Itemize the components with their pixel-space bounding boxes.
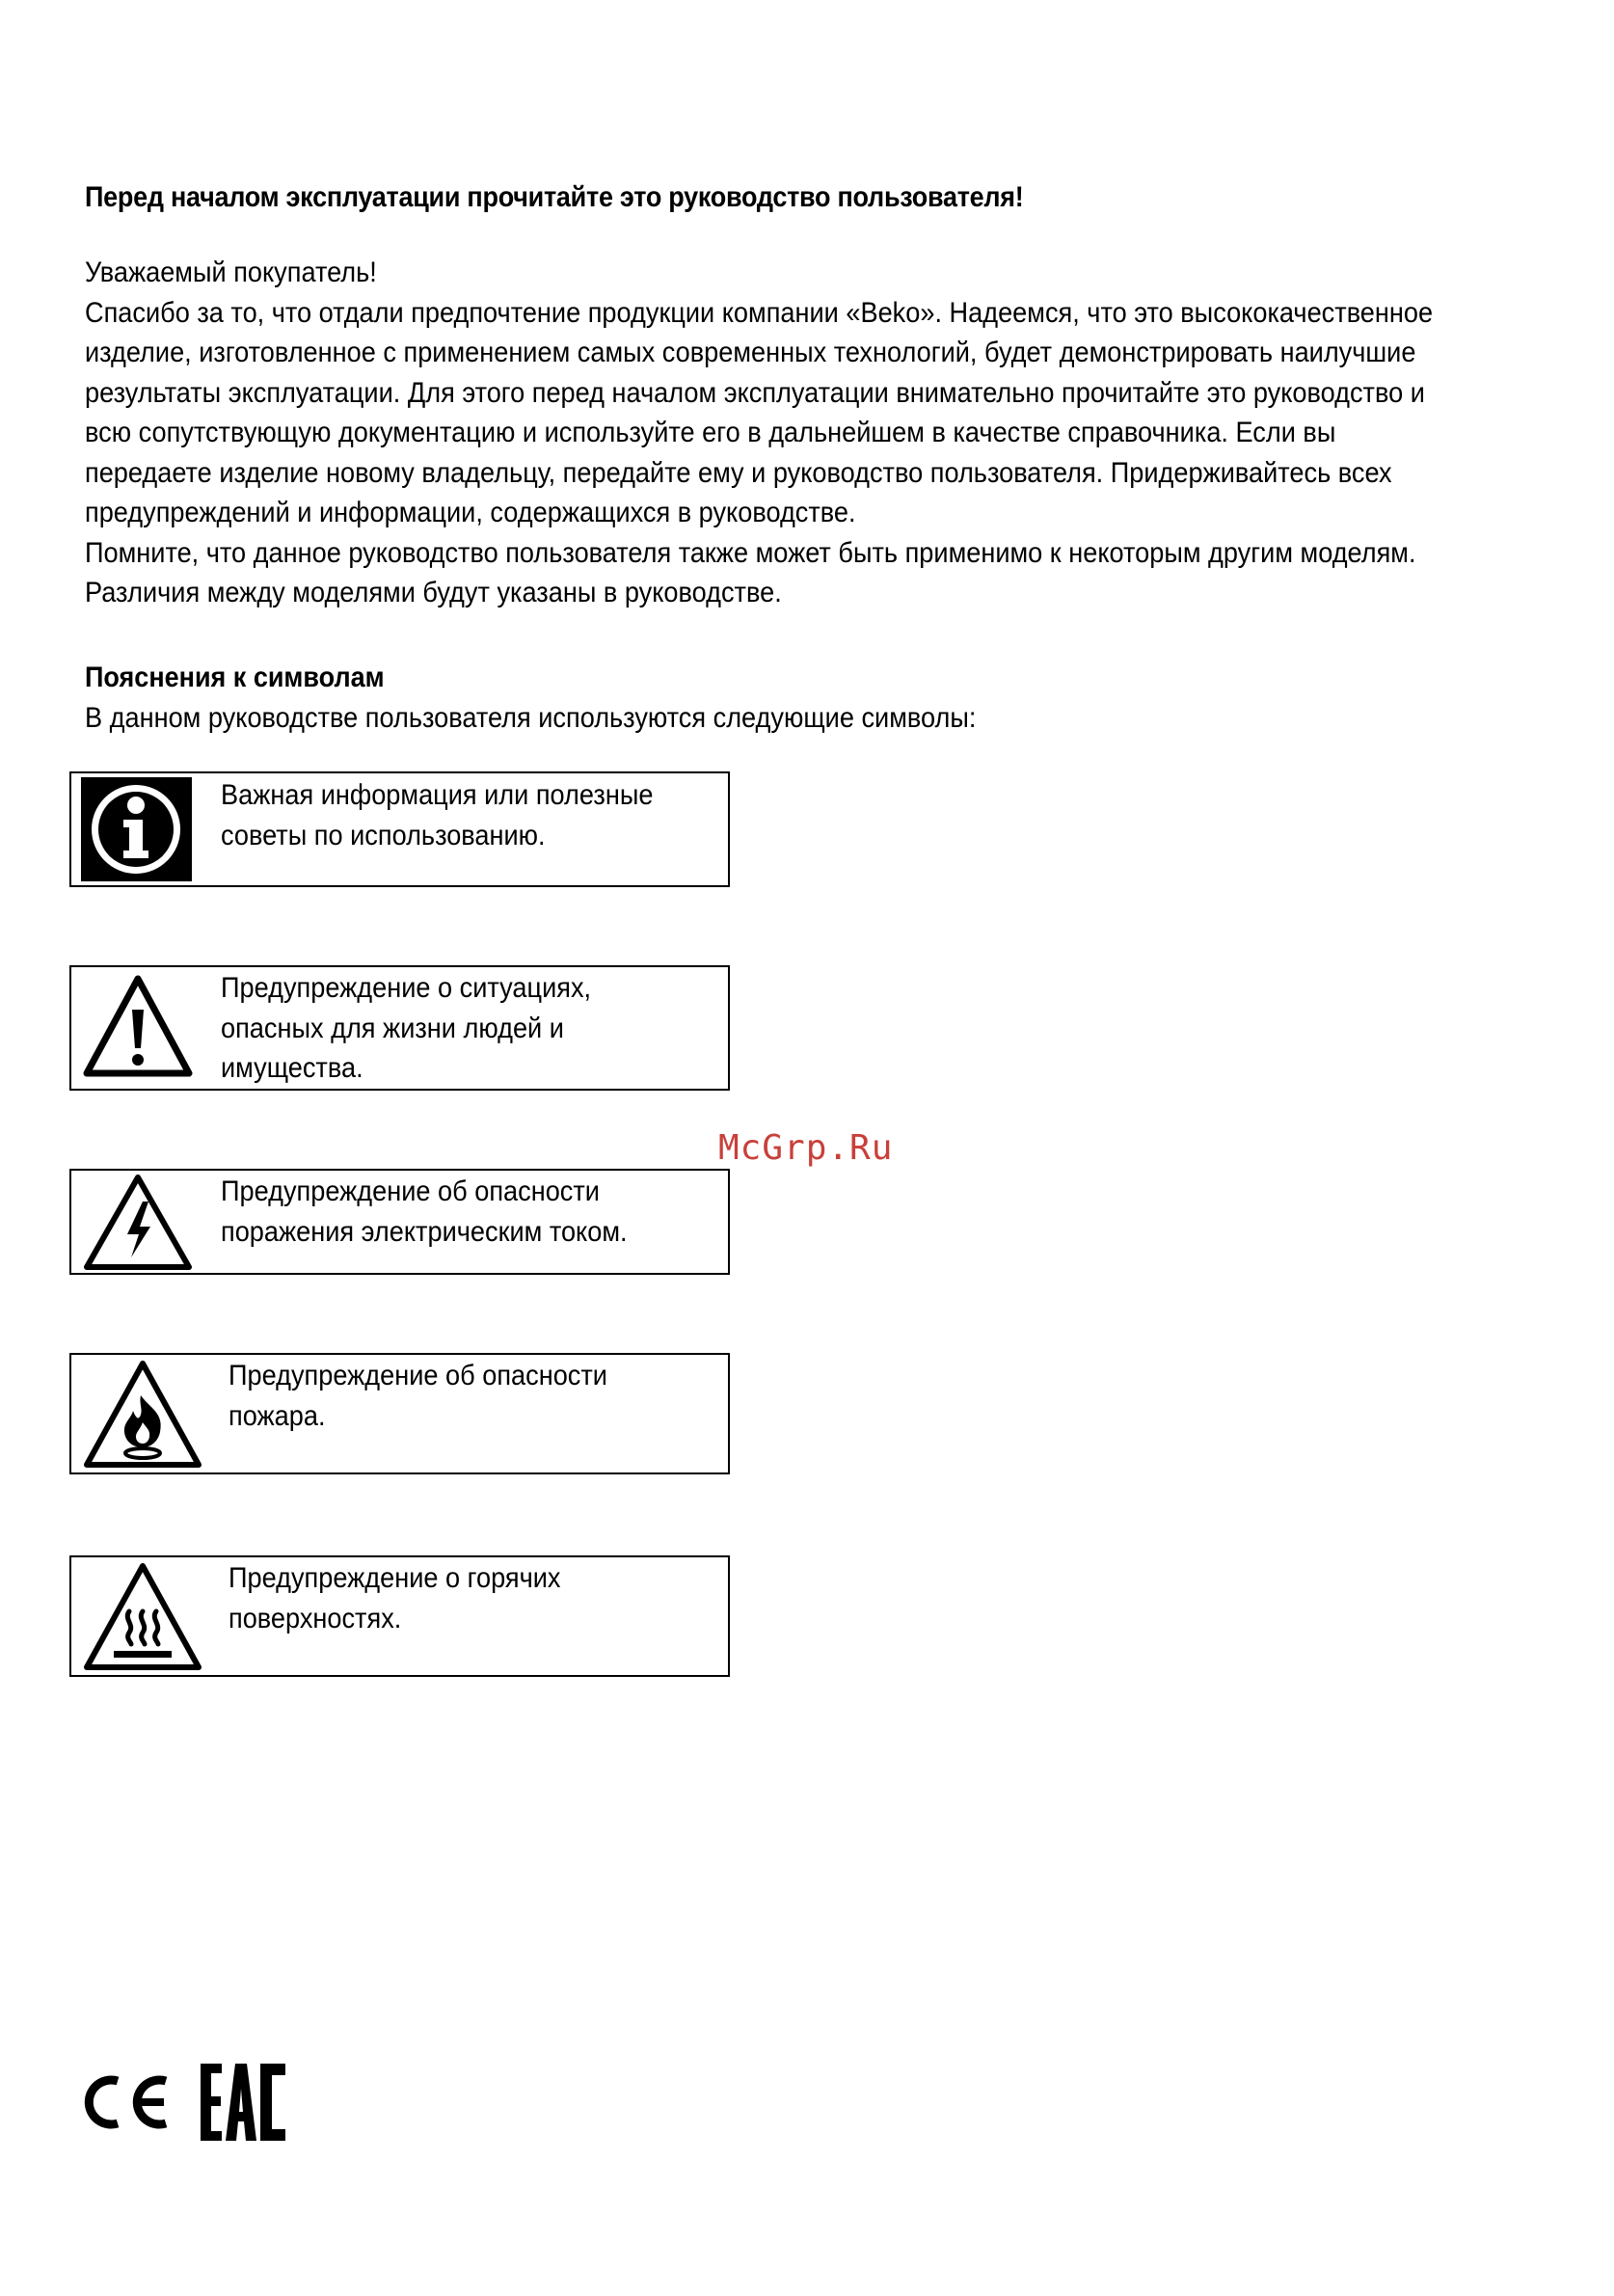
symbol-text-info: Важная информация или полезные советы по использованию. (221, 779, 654, 851)
warning-icon (81, 973, 195, 1086)
intro-paragraph: Спасибо за то, что отдали предпочтение продукции компании «Beko». Надеемся, что это высококачественное изделие, изготовленное с применением самых современных технологий, будет демонстрировать наилучшие результаты эксплуатации. Для этого перед началом эксплуатации внимательно прочитайте это руководство и всю сопутствующую документацию и используйте его в дальнейшем в качестве справочника. Если вы передаете изделие новому владельцу, передайте ему и руководство пользователя. Придерживайтесь всех предупреждений и информации, содержащихся в руководстве. (85, 296, 1434, 528)
certification-marks (83, 2054, 295, 2155)
fire-hazard-icon (81, 1359, 204, 1475)
page-title: Перед началом эксплуатации прочитайте это руководство пользователя! (85, 181, 1024, 213)
symbol-text-hot: Предупреждение о горячих поверхностях. (229, 1562, 561, 1634)
symbol-box-info (69, 771, 730, 887)
hot-surface-icon (81, 1561, 204, 1678)
symbol-text-electric: Предупреждение об опасности поражения электрическим током. (221, 1175, 628, 1248)
electric-shock-icon (81, 1173, 195, 1278)
legend-title: Пояснения к символам (85, 662, 385, 693)
info-icon (81, 777, 192, 886)
symbol-box-warning (69, 965, 730, 1091)
symbol-box-hot (69, 1555, 730, 1677)
symbol-text-fire: Предупреждение об опасности пожара. (229, 1360, 607, 1432)
ce-mark-icon (89, 2080, 166, 2124)
intro-text (85, 253, 1464, 613)
watermark: McGrp.Ru (718, 1128, 894, 1168)
symbol-text-warning: Предупреждение о ситуациях, опасных для жизни людей и имущества. (221, 972, 592, 1084)
models-note: Помните, что данное руководство пользователя также может быть применимо к некоторым другим моделям. Различия между моделями будут указаны в руководстве. (85, 536, 1416, 608)
eac-mark-icon (201, 2064, 285, 2141)
symbol-box-electric (69, 1169, 730, 1275)
greeting: Уважаемый покупатель! (85, 257, 377, 288)
legend-intro: В данном руководстве пользователя используются следующие символы: (85, 702, 977, 734)
symbol-box-fire (69, 1353, 730, 1474)
